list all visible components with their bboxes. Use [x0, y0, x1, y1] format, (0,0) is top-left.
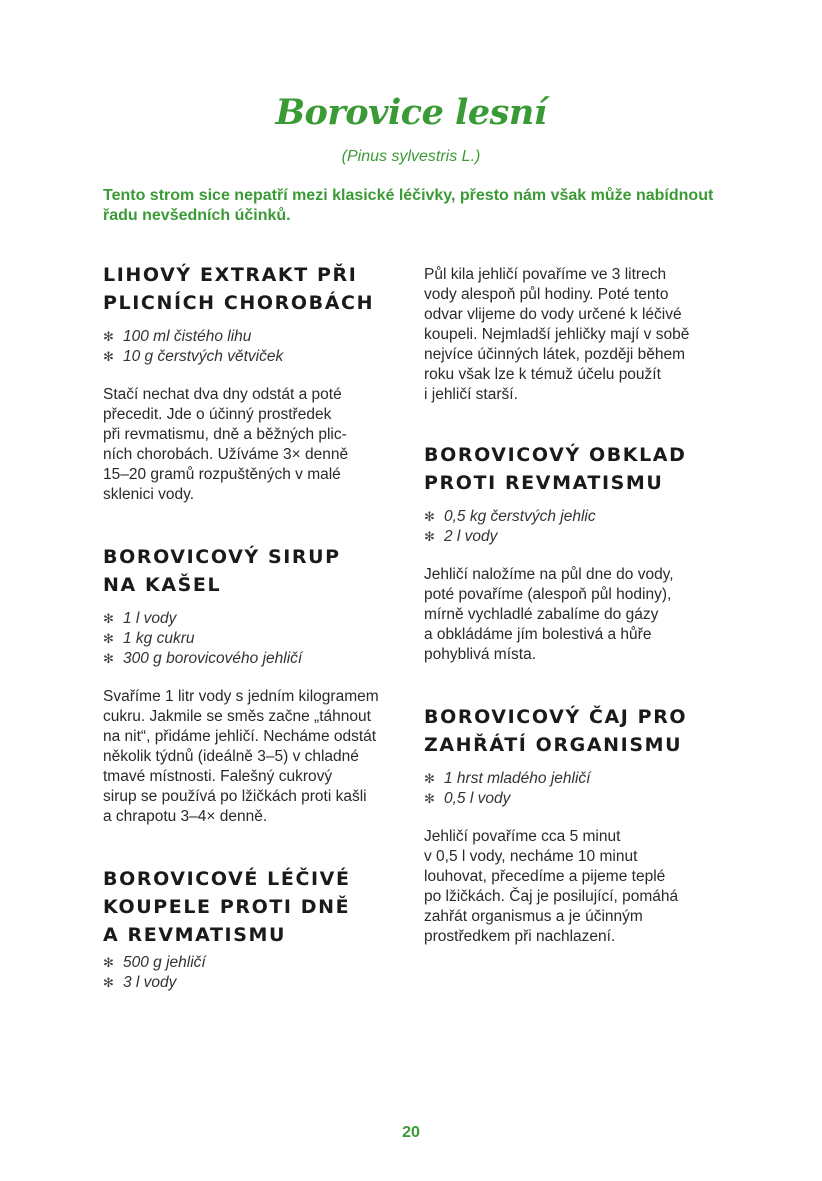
heading-line: BOROVICOVÝ SIRUP	[103, 546, 341, 568]
asterisk-bullet-icon: ✻	[424, 529, 435, 544]
ingredient-item: ✻ 1 hrst mladého jehličí	[424, 770, 591, 787]
ingredient-item: ✻ 1 kg cukru	[103, 630, 195, 647]
ingredient-item: ✻ 0,5 l vody	[424, 790, 511, 807]
heading-line: A REVMATISMU	[103, 924, 287, 946]
heading-line: KOUPELE PROTI DNĚ	[103, 896, 351, 918]
section-text: Svaříme 1 litr vody s jedním kilogramem cukru. Jakmile se směs začne „táhnout na nit“, přidáme jehličí. Necháme odstát několik týdnů (ideálně 3–5) v chladné tmavé místnosti. Falešný cukrový sirup se používá po lžičkách proti kašli a chrapotu 3–4× denně.	[103, 688, 379, 825]
section-heading-lecive-koupele	[103, 865, 403, 949]
asterisk-bullet-icon: ✻	[103, 955, 114, 970]
asterisk-bullet-icon: ✻	[103, 329, 114, 344]
section-heading-borovicovy-sirup	[103, 543, 403, 599]
asterisk-bullet-icon: ✻	[103, 975, 114, 990]
section-heading-lihovy-extrakt	[103, 261, 403, 317]
asterisk-bullet-icon: ✻	[103, 611, 114, 626]
section-heading-borovicovy-caj	[424, 703, 724, 759]
section-heading-borovicovy-obklad	[424, 441, 724, 497]
continuation-text: Půl kila jehličí povaříme ve 3 litrech vody alespoň půl hodiny. Poté tento odvar vlijeme do vody určené k léčivé koupeli. Nejmladší jehličky mají v sobě nejvíce účinných látek, později během roku však lze k témuž účelu použít i jehličí starší.	[424, 266, 690, 403]
asterisk-bullet-icon: ✻	[424, 509, 435, 524]
heading-line: ZAHŘÁTÍ ORGANISMU	[424, 734, 683, 756]
asterisk-bullet-icon: ✻	[103, 631, 114, 646]
ingredient-list	[103, 953, 403, 993]
asterisk-bullet-icon: ✻	[103, 349, 114, 364]
ingredient-item: ✻ 1 l vody	[103, 610, 177, 627]
heading-line: BOROVICOVÝ ČAJ PRO	[424, 706, 688, 728]
asterisk-bullet-icon: ✻	[103, 651, 114, 666]
ingredient-item: ✻ 300 g borovicového jehličí	[103, 650, 303, 667]
latin-name: (Pinus sylvestris L.)	[341, 148, 481, 165]
right-column	[424, 265, 724, 947]
ingredient-item: ✻ 2 l vody	[424, 528, 498, 545]
heading-line: PROTI REVMATISMU	[424, 472, 664, 494]
page-number: 20	[402, 1124, 420, 1141]
ingredient-item: ✻ 10 g čerstvých větviček	[103, 348, 284, 365]
heading-line: PLICNÍCH CHOROBÁCH	[103, 292, 375, 314]
section-text: Jehličí povaříme cca 5 minut v 0,5 l vody, necháme 10 minut louhovat, přecedíme a pijeme teplé po lžičkách. Čaj je posilující, pomáhá zahřát organismus a je účinným prostředkem při nachlazení.	[424, 828, 679, 945]
asterisk-bullet-icon: ✻	[424, 771, 435, 786]
heading-line: BOROVICOVÝ OBKLAD	[424, 444, 687, 466]
ingredient-item: ✻ 0,5 kg čerstvých jehlic	[424, 508, 596, 525]
heading-line: BOROVICOVÉ LÉČIVÉ	[103, 868, 351, 890]
ingredient-item: ✻ 100 ml čistého lihu	[103, 328, 252, 345]
ingredient-list	[103, 327, 403, 367]
ingredient-item: ✻ 500 g jehličí	[103, 954, 206, 971]
section-text: Jehličí naložíme na půl dne do vody, poté povaříme (alespoň půl hodiny), mírně vychladlé zabalíme do gázy a obkládáme jím bolestivá a hůře pohyblivá místa.	[424, 566, 674, 663]
left-column	[103, 261, 403, 1011]
page-title: Borovice lesní	[275, 92, 547, 133]
heading-line: LIHOVÝ EXTRAKT PŘI	[103, 264, 358, 286]
ingredient-list	[103, 609, 403, 669]
ingredient-item: ✻ 3 l vody	[103, 974, 177, 991]
ingredient-list	[424, 507, 724, 547]
asterisk-bullet-icon: ✻	[424, 791, 435, 806]
ingredient-list	[424, 769, 724, 809]
intro-text: Tento strom sice nepatří mezi klasické léčivky, přesto nám však může nabídnout řadu nevšedních účinků.	[103, 187, 714, 224]
section-text: Stačí nechat dva dny odstát a poté přecedit. Jde o účinný prostředek při revmatismu, dně a běžných plic- ních chorobách. Užíváme 3× denně 15–20 gramů rozpuštěných v malé sklenici vody.	[103, 386, 349, 503]
heading-line: NA KAŠEL	[103, 574, 222, 596]
